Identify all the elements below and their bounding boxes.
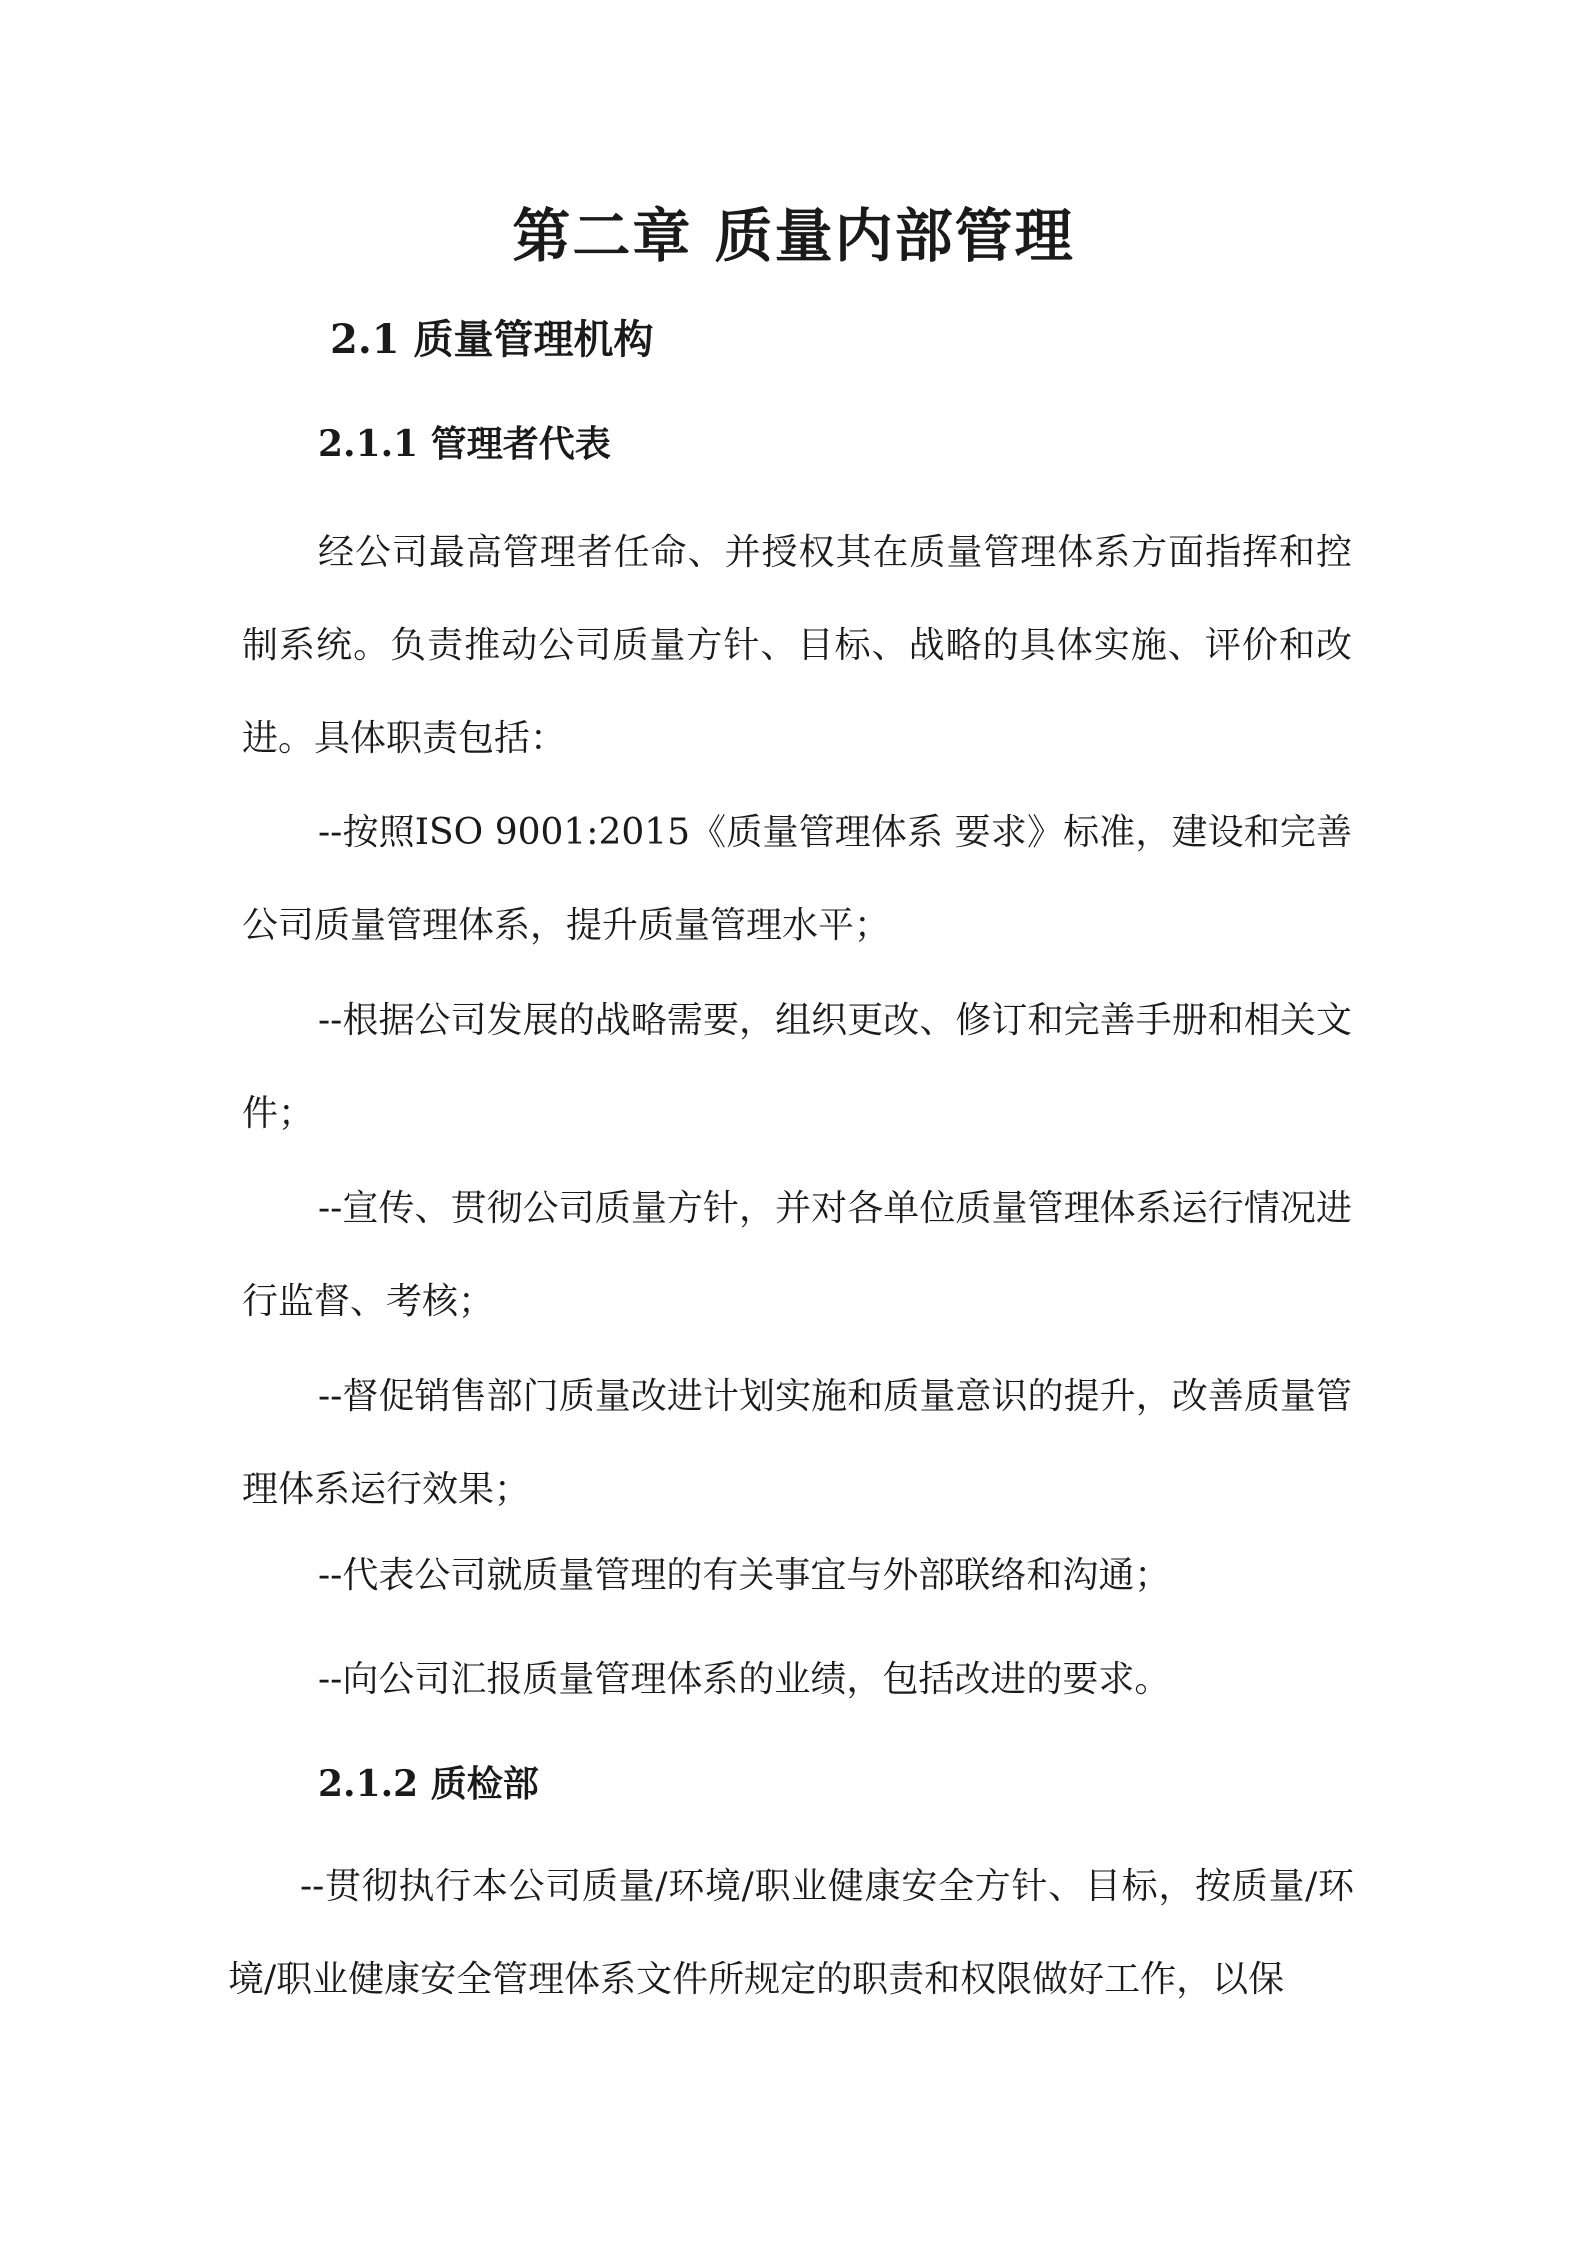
duty-item-2: --根据公司发展的战略需要，组织更改、修订和完善手册和相关文件；	[242, 1000, 1352, 1134]
duty-item-1: --按照ISO 9001:2015《质量管理体系 要求》标准，建设和完善公司质量管理体系，提升质量管理水平；	[242, 812, 1352, 946]
section-heading-2-1-1: 2.1.1 管理者代表	[318, 423, 611, 465]
chapter-title: 第二章 质量内部管理	[512, 202, 1075, 270]
duty-item-6: --向公司汇报质量管理体系的业绩，包括改进的要求。	[318, 1659, 1171, 1700]
intro-paragraph: 经公司最高管理者任命、并授权其在质量管理体系方面指挥和控制系统。负责推动公司质量方针、目标、战略的具体实施、评价和改进。具体职责包括：	[242, 532, 1352, 759]
section-heading-2-1-2: 2.1.2 质检部	[318, 1763, 539, 1805]
duty-item-5: --代表公司就质量管理的有关事宜与外部联络和沟通；	[318, 1555, 1171, 1596]
qc-duty-item-1: --贯彻执行本公司质量/环境/职业健康安全方针、目标，按质量/环境/职业健康安全管理体系文件所规定的职责和权限做好工作，以保	[228, 1866, 1354, 2000]
section-heading-2-1: 2.1 质量管理机构	[330, 316, 654, 363]
duty-item-4: --督促销售部门质量改进计划实施和质量意识的提升，改善质量管理体系运行效果；	[242, 1376, 1352, 1510]
duty-item-3: --宣传、贯彻公司质量方针，并对各单位质量管理体系运行情况进行监督、考核；	[242, 1188, 1352, 1322]
